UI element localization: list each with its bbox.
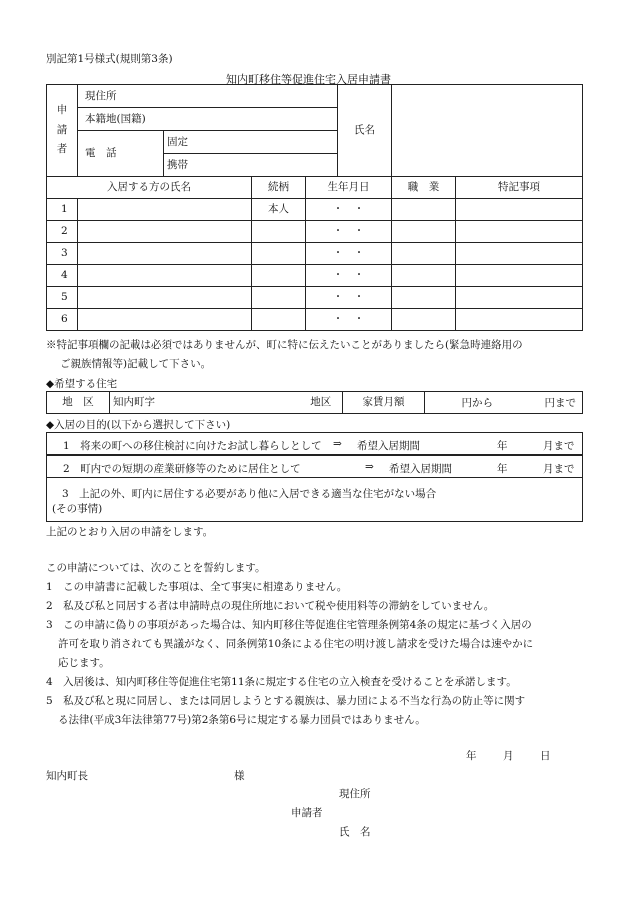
purpose-option-2[interactable]: 2 町内での短期の産業研修等のために居住として ⇒ 希望入居期間 年 月まで [46, 454, 583, 478]
relation-field[interactable] [252, 243, 306, 265]
birthdate-field[interactable]: ・ ・ [306, 265, 392, 287]
row-number: 1 [47, 199, 78, 221]
header-resident-name: 入居する方の氏名 [47, 177, 252, 199]
housing-heading: ◆希望する住宅 [46, 378, 118, 390]
birthdate-field[interactable]: ・ ・ [306, 287, 392, 309]
table-row [47, 199, 583, 221]
honorific: 様 [234, 770, 245, 782]
application-statement: 上記のとおり入居の申請をします。 [46, 526, 214, 538]
rent-field[interactable] [425, 392, 583, 414]
resident-name-field[interactable] [78, 309, 252, 331]
resident-name-field[interactable] [78, 243, 252, 265]
row-number: 2 [47, 221, 78, 243]
form-reference: 別記第1号様式(規則第3条) [46, 53, 173, 65]
phone-mobile-label: 携帯 [164, 154, 338, 177]
rent-from: 円から [461, 396, 493, 409]
header-relation: 続柄 [252, 177, 306, 199]
relation-field[interactable] [252, 265, 306, 287]
pledge-1: 1 この申請書に記載した事項は、全て事実に相違ありません。 [46, 581, 348, 593]
phone-fixed-label: 固定 [164, 131, 338, 154]
housing-table [46, 391, 583, 414]
occupation-field[interactable] [392, 309, 456, 331]
page-title: 知内町移住等促進住宅入居申請書 [226, 73, 391, 86]
birthdate-field[interactable]: ・ ・ [306, 199, 392, 221]
purpose-heading: ◆入居の目的(以下から選択して下さい) [46, 419, 231, 431]
area-label: 地 区 [47, 392, 110, 414]
row-number: 5 [47, 287, 78, 309]
pledge-3-end: 応じます。 [58, 657, 110, 669]
signer-applicant-label: 申請者 [291, 807, 323, 819]
notes-field[interactable] [456, 243, 583, 265]
pledge-5: 5 私及び私と現に同居し、または同居しようとする親族は、暴力団による不当な行為の防止等に関す [46, 695, 526, 707]
signer-address-label: 現住所 [339, 788, 371, 800]
purpose-option-3[interactable]: 3 上記の外、町内に居住する必要があり他に入居できる適当な住宅がない場合 [62, 488, 437, 500]
pledge-3-cont: 許可を取り消されても異議がなく、同条例第10条による住宅の明け渡し請求を受けた場合は速やかに [58, 638, 534, 650]
birthdate-field[interactable]: ・ ・ [306, 243, 392, 265]
applicant-side-label: 申 請 者 [47, 85, 78, 177]
date-day: 日 [540, 750, 551, 762]
date-year: 年 [466, 750, 477, 762]
birthdate-field[interactable]: ・ ・ [306, 309, 392, 331]
notes-instruction-cont: ご親族情報等)記載して下さい。 [60, 358, 212, 370]
pledge-5-cont: る法律(平成3年法律第77号)第2条第6号に規定する暴力団員ではありません。 [58, 714, 426, 726]
header-notes: 特記事項 [456, 177, 583, 199]
row-number: 6 [47, 309, 78, 331]
addressee: 知内町長 [46, 770, 88, 782]
applicant-name-label: 氏名 [338, 85, 392, 177]
relation-field[interactable] [252, 287, 306, 309]
notes-field[interactable] [456, 309, 583, 331]
pledge-2: 2 私及び私と同居する者は申請時点の現住所地において税や使用料等の滞納をしていません。 [46, 600, 495, 612]
table-row [47, 243, 583, 265]
occupation-field[interactable] [392, 221, 456, 243]
pledge-intro: この申請については、次のことを誓約します。 [46, 562, 266, 574]
row-number: 4 [47, 265, 78, 287]
notes-field[interactable] [456, 199, 583, 221]
resident-name-field[interactable] [78, 199, 252, 221]
resident-name-field[interactable] [78, 221, 252, 243]
domicile-label: 本籍地(国籍) [78, 108, 338, 131]
resident-name-field[interactable] [78, 287, 252, 309]
header-birthdate: 生年月日 [306, 177, 392, 199]
row-number: 3 [47, 243, 78, 265]
rent-to: 円まで [544, 396, 576, 409]
area-suffix: 地区 [300, 392, 343, 414]
purpose-option-3-reason: (その事情) [52, 503, 103, 515]
resident-name-field[interactable] [78, 265, 252, 287]
pledge-4: 4 入居後は、知内町移住等促進住宅第11条に規定する住宅の立入検査を受けることを承諾します。 [46, 676, 517, 688]
applicant-table [46, 84, 583, 177]
occupation-field[interactable] [392, 265, 456, 287]
applicant-name-field[interactable] [392, 85, 583, 177]
occupation-field[interactable] [392, 243, 456, 265]
residents-table [46, 176, 583, 331]
header-occupation: 職 業 [392, 177, 456, 199]
notes-instruction: ※特記事項欄の記載は必須ではありませんが、町に特に伝えたいことがありましたら(緊急時連絡用の [46, 339, 523, 351]
occupation-field[interactable] [392, 287, 456, 309]
arrow-icon: ⇒ [333, 438, 342, 450]
relation-field[interactable]: 本人 [252, 199, 306, 221]
table-row [47, 287, 583, 309]
relation-field[interactable] [252, 309, 306, 331]
signer-name-label: 氏 名 [339, 826, 371, 838]
relation-field[interactable] [252, 221, 306, 243]
purpose-option-1[interactable]: 1 将来の町への移住検討に向けたお試し暮らしとして ⇒ 希望入居期間 年 月まで [46, 432, 583, 456]
date-month: 月 [503, 750, 514, 762]
notes-field[interactable] [456, 287, 583, 309]
notes-field[interactable] [456, 221, 583, 243]
rent-label: 家賃月額 [343, 392, 425, 414]
area-field[interactable]: 知内町字 [110, 392, 300, 414]
table-row [47, 221, 583, 243]
arrow-icon: ⇒ [365, 461, 374, 473]
current-address-label: 現住所 [78, 85, 338, 108]
occupation-field[interactable] [392, 199, 456, 221]
birthdate-field[interactable]: ・ ・ [306, 221, 392, 243]
notes-field[interactable] [456, 265, 583, 287]
table-row [47, 265, 583, 287]
pledge-3: 3 この申請に偽りの事項があった場合は、知内町移住等促進住宅管理条例第4条の規定に基づく入居の [46, 619, 532, 631]
table-row [47, 309, 583, 331]
phone-label: 電 話 [78, 131, 164, 177]
